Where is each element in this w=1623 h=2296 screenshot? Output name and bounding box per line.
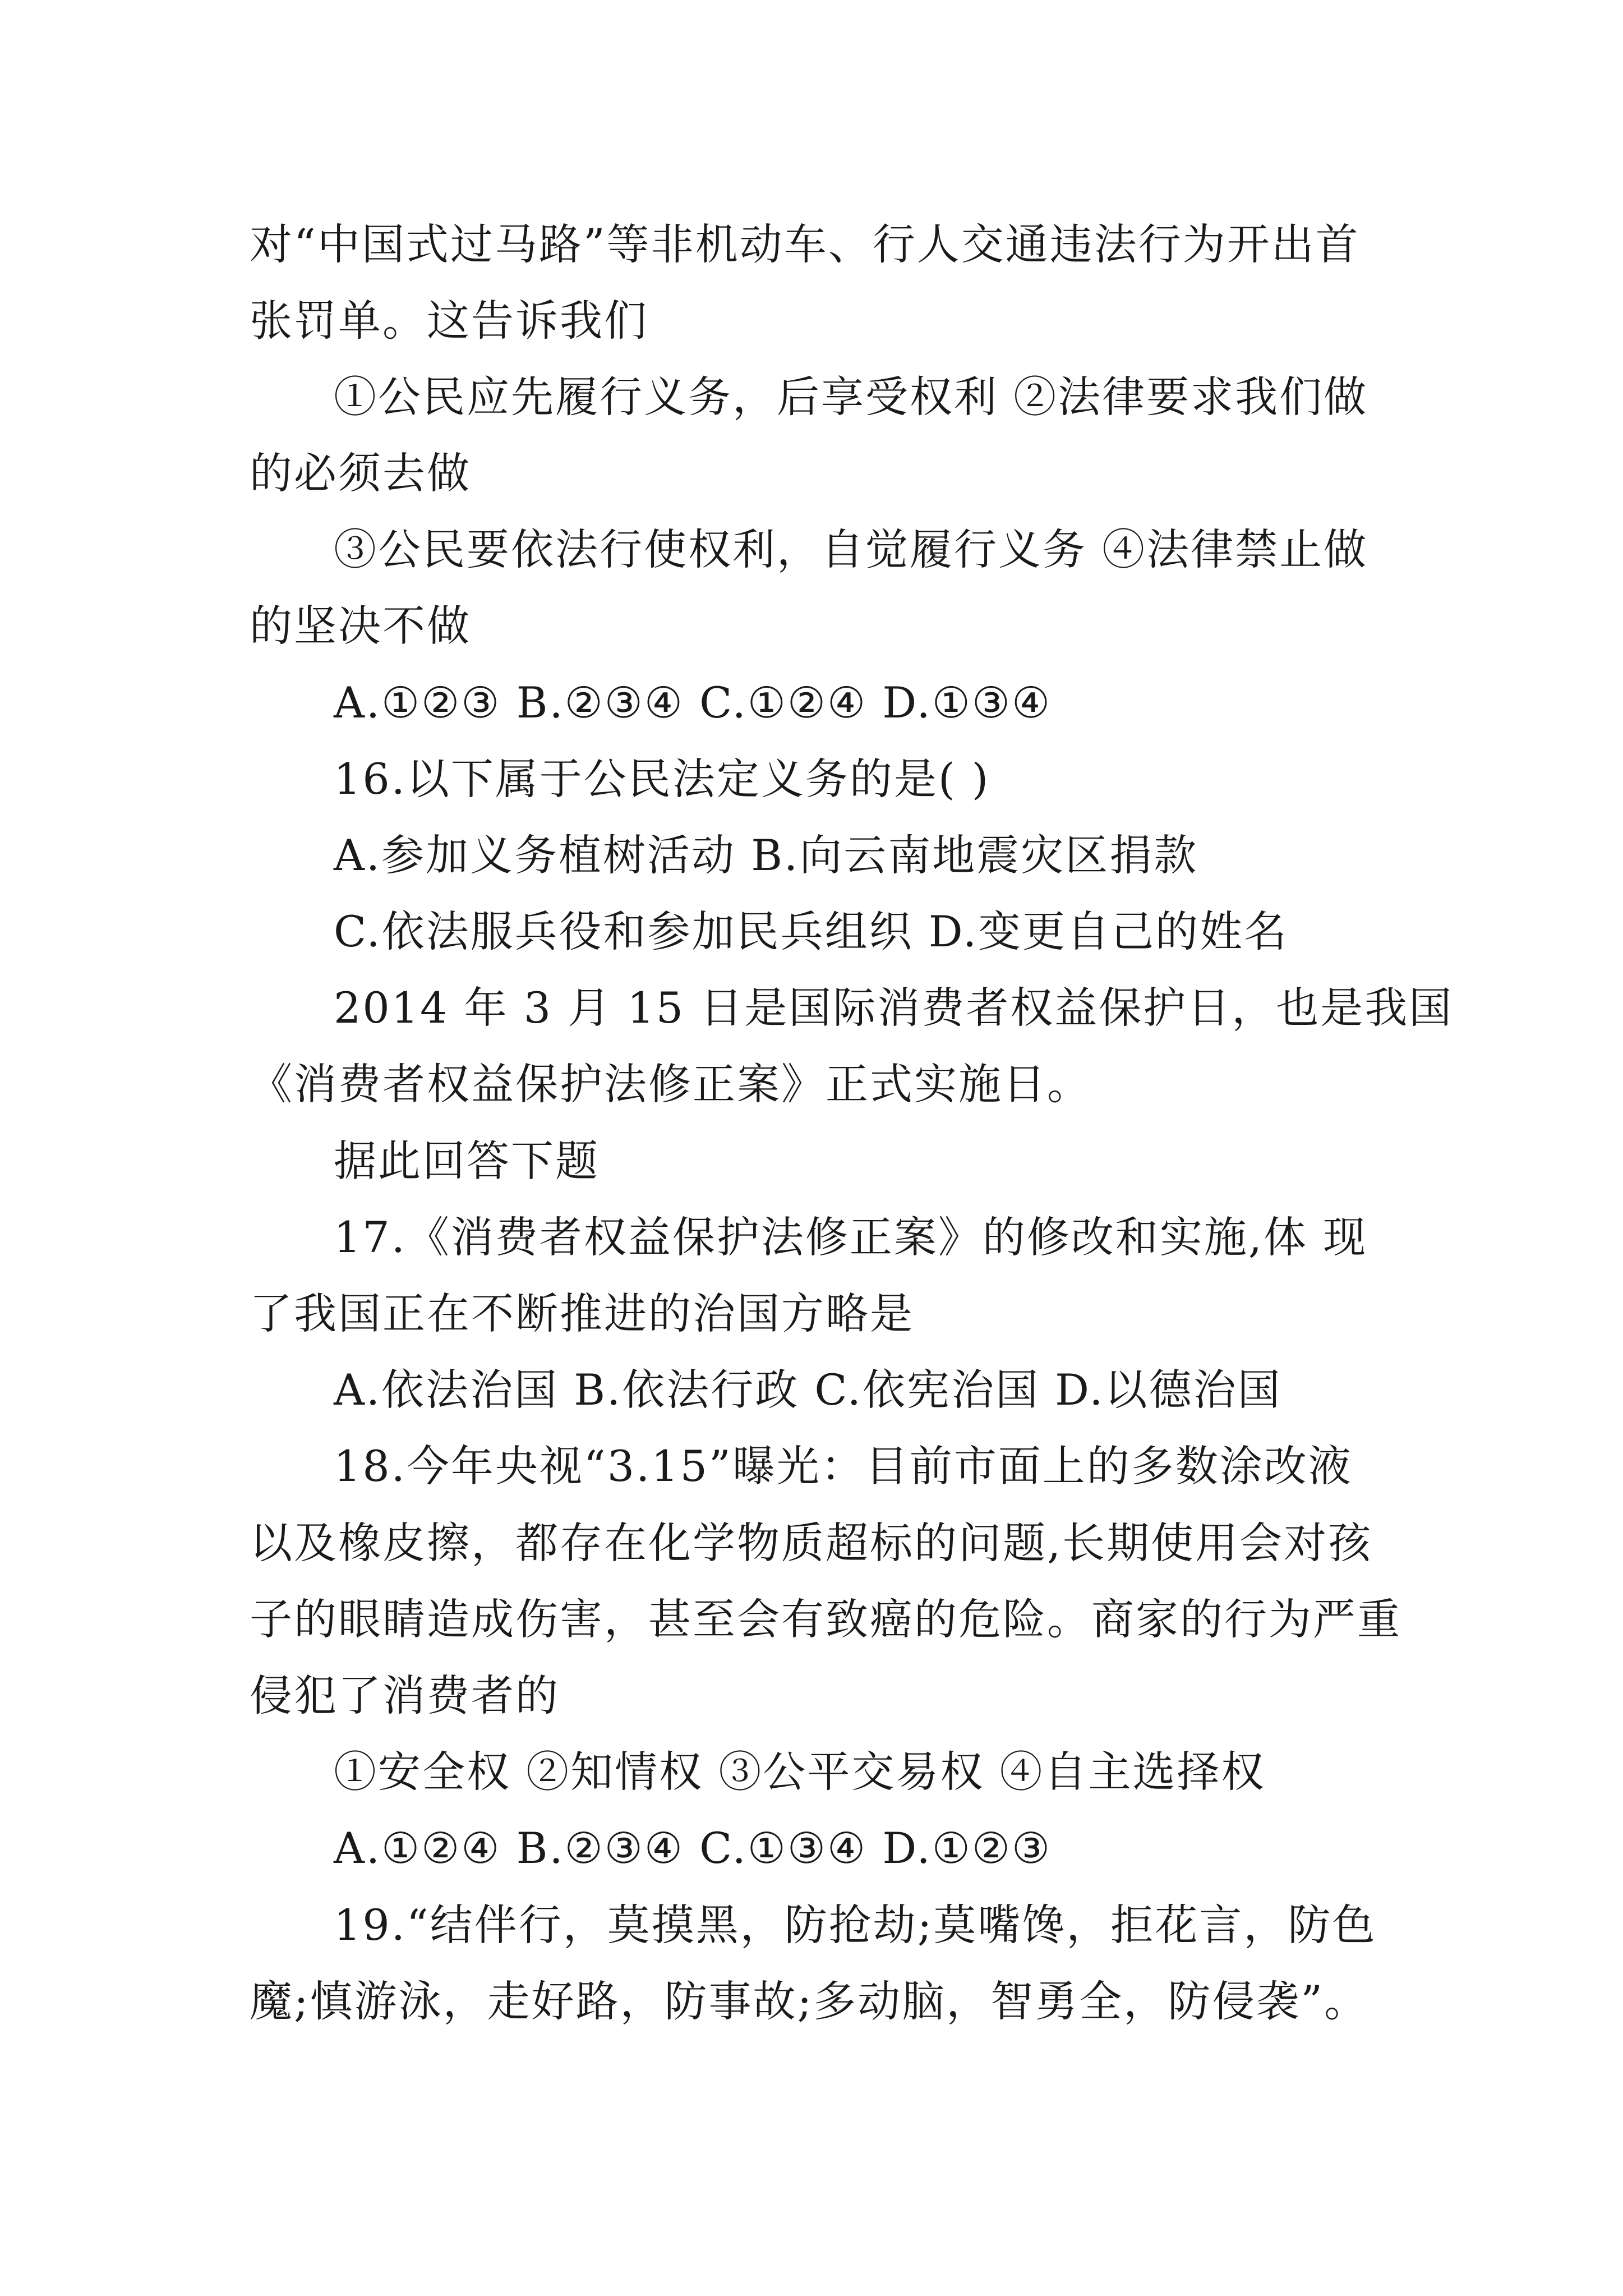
text-line: 的必须去做 [250,448,471,498]
text-line: 的坚决不做 [250,601,471,651]
text-line: A.依法治国 B.依法行政 C.依宪治国 D.以德治国 [334,1365,1282,1415]
text-line: A.①②③ B.②③④ C.①②④ D.①③④ [334,678,1052,728]
text-line: 侵犯了消费者的 [250,1671,560,1720]
text-line: 19.“结伴行，莫摸黑，防抢劫;莫嘴馋，拒花言，防色 [334,1900,1377,1950]
text-line: 以及橡皮擦，都存在化学物质超标的问题,长期使用会对孩 [250,1518,1373,1568]
text-line: C.依法服兵役和参加民兵组织 D.变更自己的姓名 [334,907,1289,956]
text-line: 魔;慎游泳，走好路，防事故;多动脑，智勇全，防侵袭”。 [250,1976,1369,2026]
text-line: 据此回答下题 [334,1136,600,1186]
text-line: 张罚单。这告诉我们 [250,296,648,346]
text-line: A.参加义务植树活动 B.向云南地震灾区捐款 [334,830,1198,880]
text-line: 《消费者权益保护法修正案》正式实施日。 [250,1059,1091,1109]
text-line: A.①②④ B.②③④ C.①③④ D.①②③ [334,1823,1052,1873]
text-line: ①公民应先履行义务，后享受权利 ②法律要求我们做 [334,372,1368,422]
text-line: ③公民要依法行使权利，自觉履行义务 ④法律禁止做 [334,524,1368,574]
text-line: 2014 年 3 月 15 日是国际消费者权益保护日，也是我国 [334,983,1454,1033]
text-line: 对“中国式过马路”等非机动车、行人交通违法行为开出首 [250,219,1360,269]
text-line: 18.今年央视“3.15”曝光：目前市面上的多数涂改液 [334,1441,1353,1491]
text-line: 了我国正在不断推进的治国方略是 [250,1289,914,1338]
text-line: ①安全权 ②知情权 ③公平交易权 ④自主选择权 [334,1747,1266,1797]
text-line: 17.《消费者权益保护法修正案》的修改和实施,体 现 [334,1212,1368,1262]
text-line: 16.以下属于公民法定义务的是( ) [334,754,990,804]
text-line: 子的眼睛造成伤害，甚至会有致癌的危险。商家的行为严重 [250,1594,1401,1644]
